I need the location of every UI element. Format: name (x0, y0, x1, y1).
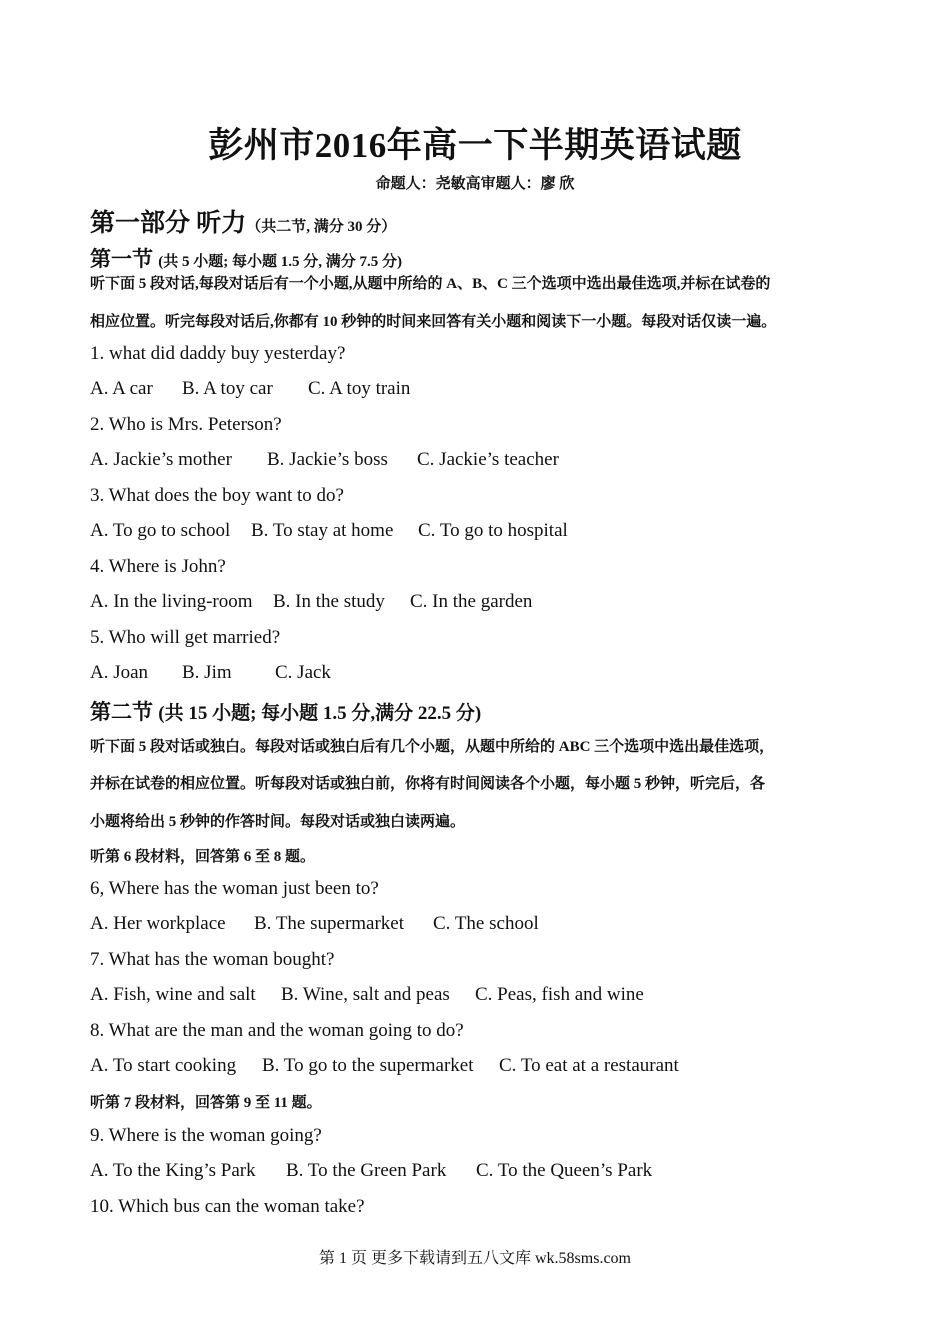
part-one-heading (90, 203, 396, 239)
option-a: A. Her workplace (90, 913, 226, 934)
question-8-options (90, 1055, 679, 1077)
option-c: C. Jackie’s teacher (417, 449, 559, 470)
question-8: 8. What are the man and the woman going to do? (90, 1020, 464, 1041)
option-b: B. A toy car (182, 378, 273, 399)
exam-title: 彭州市2016年高一下半期英语试题 (208, 126, 742, 165)
option-c: C. To the Queen’s Park (476, 1160, 653, 1181)
section-two-instructions-line-2: 并标在试卷的相应位置。听每段对话或独白前，你将有时间阅读各个小题，每小题 5 秒钟，听完后，各 (90, 776, 766, 792)
option-c: C. Jack (275, 662, 331, 683)
material-6-instruction: 听第 6 段材料，回答第 6 至 8 题。 (90, 849, 316, 865)
option-b: B. In the study (273, 591, 385, 612)
option-a: A. In the living-room (90, 591, 253, 612)
question-6-options (90, 913, 539, 935)
option-b: B. The supermarket (254, 913, 405, 934)
question-1-options (90, 378, 410, 400)
question-7: 7. What has the woman bought? (90, 949, 335, 970)
question-3-options (90, 520, 568, 542)
section-one-note: (共 5 小题; 每小题 1.5 分, 满分 7.5 分) (158, 254, 402, 270)
section-one-heading (90, 243, 402, 273)
question-5-options (90, 662, 331, 684)
question-7-options (90, 984, 644, 1006)
option-b: B. Jim (182, 662, 232, 683)
option-a: A. Joan (90, 662, 149, 683)
option-c: C. A toy train (308, 378, 411, 399)
option-a: A. Jackie’s mother (90, 449, 232, 470)
question-2-options (90, 449, 559, 471)
question-1: 1. what did daddy buy yesterday? (90, 343, 346, 364)
question-10: 10. Which bus can the woman take? (90, 1196, 365, 1217)
option-a: A. To go to school (90, 520, 231, 541)
section-one-instructions-line-2: 相应位置。听完每段对话后,你都有 10 秒钟的时间来回答有关小题和阅读下一小题。每段对话仅读一遍。 (90, 314, 777, 330)
section-one-title: 第一节 (90, 247, 153, 271)
option-c: C. To eat at a restaurant (499, 1055, 679, 1076)
question-3: 3. What does the boy want to do? (90, 485, 344, 506)
option-c: C. In the garden (410, 591, 533, 612)
material-7-instruction: 听第 7 段材料，回答第 9 至 11 题。 (90, 1095, 322, 1111)
question-2: 2. Who is Mrs. Peterson? (90, 414, 282, 435)
page-footer: 第 1 页 更多下载请到五八文库 wk.58sms.com (318, 1250, 631, 1267)
question-6: 6, Where has the woman just been to? (90, 878, 379, 899)
option-a: A. To the King’s Park (90, 1160, 256, 1181)
option-a: A. Fish, wine and salt (90, 984, 256, 1005)
exam-authors: 命题人：尧敏高审题人：廖 欣 (375, 176, 575, 192)
option-b: B. Jackie’s boss (267, 449, 388, 470)
question-4: 4. Where is John? (90, 556, 226, 577)
option-b: B. To stay at home (251, 520, 394, 541)
option-a: A. A car (90, 378, 153, 399)
section-two-instructions-line-3: 小题将给出 5 秒钟的作答时间。每段对话或独白读两遍。 (90, 814, 466, 830)
section-two-instructions-line-1: 听下面 5 段对话或独白。每段对话或独白后有几个小题，从题中所给的 ABC 三个选项中选出最佳选项， (90, 739, 775, 755)
option-b: B. To the Green Park (286, 1160, 447, 1181)
part-one-note: （共二节, 满分 30 分） (246, 219, 397, 235)
question-5: 5. Who will get married? (90, 627, 281, 648)
section-two-title: 第二节 (90, 700, 153, 724)
option-c: C. To go to hospital (418, 520, 568, 541)
question-9-options (90, 1160, 652, 1182)
section-two-heading (90, 696, 481, 726)
section-one-instructions-line-1: 听下面 5 段对话,每段对话后有一个小题,从题中所给的 A、B、C 三个选项中选出最佳选项,并标在试卷的 (90, 276, 771, 292)
part-one-title: 第一部分 听力 (90, 210, 247, 237)
option-c: C. Peas, fish and wine (475, 984, 644, 1005)
section-two-note: (共 15 小题; 每小题 1.5 分,满分 22.5 分) (158, 703, 482, 724)
option-c: C. The school (433, 913, 539, 934)
question-4-options (90, 591, 532, 613)
option-a: A. To start cooking (90, 1055, 237, 1076)
option-b: B. To go to the supermarket (262, 1055, 474, 1076)
question-9: 9. Where is the woman going? (90, 1125, 322, 1146)
option-b: B. Wine, salt and peas (281, 984, 450, 1005)
